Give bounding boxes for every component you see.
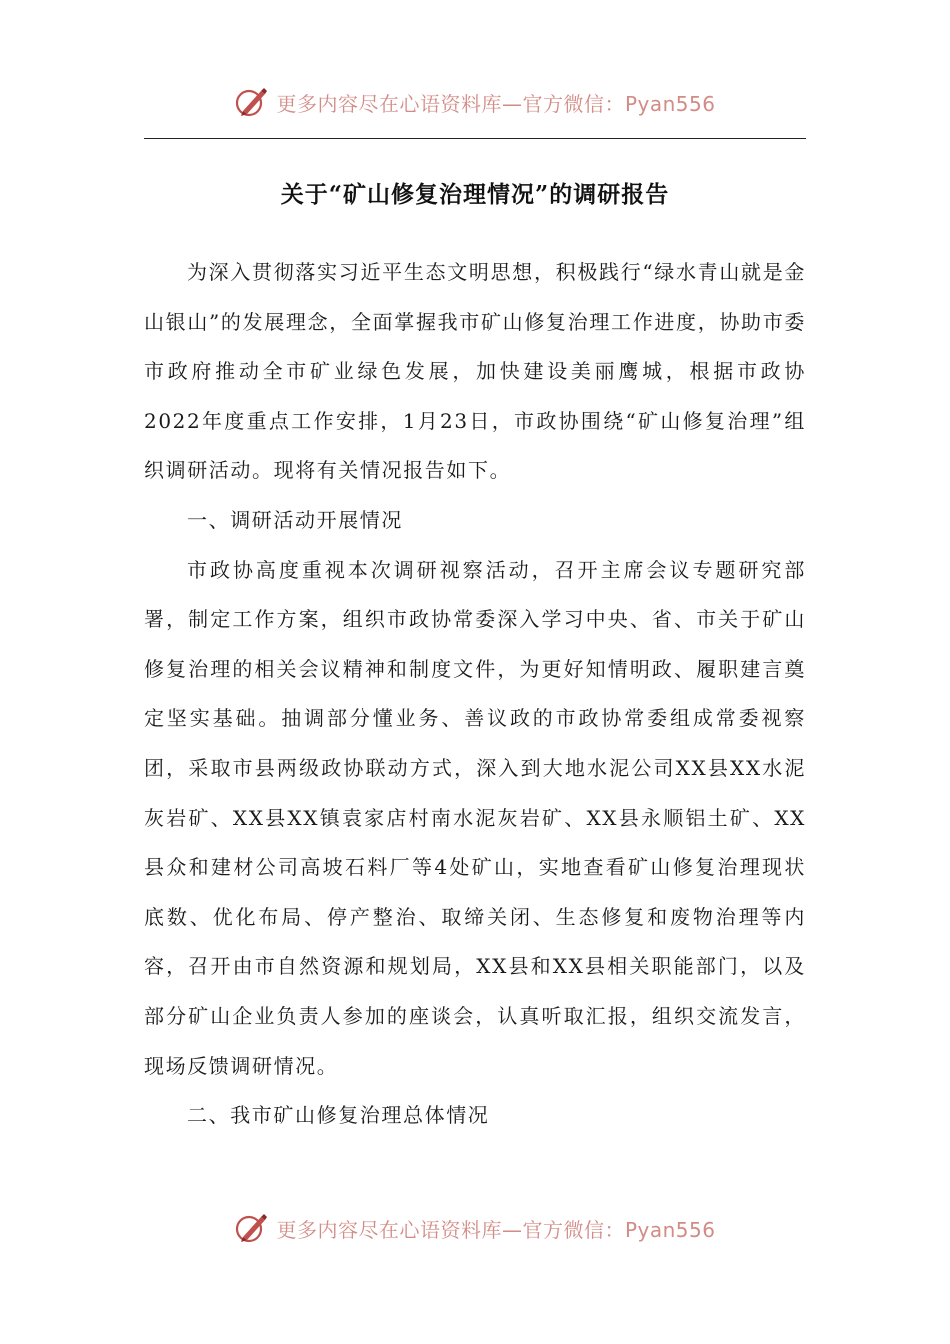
- footer-banner-text: 更多内容尽在心语资料库—官方微信：Pyan556: [276, 1217, 716, 1242]
- paragraph-activities: 市政协高度重视本次调研视察活动，召开主席会议专题研究部署，制定工作方案，组织市政协常委深入学习中央、省、市关于矿山修复治理的相关会议精神和制度文件，为更好知情明政、履职建言奠定坚实基础。抽调部分懂业务、善议政的市政协常委组成常委视察团，采取市县两级政协联动方式，深入到大地水泥公司XX县XX水泥灰岩矿、XX县XX镇袁家店村南水泥灰岩矿、XX县永顺铝土矿、XX县众和建材公司高坡石料厂等4处矿山，实地查看矿山修复治理现状底数、优化布局、停产整治、取缔关闭、生态修复和废物治理等内容，召开由市自然资源和规划局，XX县和XX县相关职能部门，以及部分矿山企业负责人参加的座谈会，认真听取汇报，组织交流发言，现场反馈调研情况。: [144, 557, 806, 1078]
- header-banner-text: 更多内容尽在心语资料库—官方微信：Pyan556: [276, 91, 716, 116]
- document-body: [144, 248, 806, 1141]
- pen-logo-icon: [234, 84, 270, 120]
- section-heading-2: 二、我市矿山修复治理总体情况: [187, 1103, 490, 1128]
- header-divider: [144, 138, 806, 139]
- pen-logo-icon: [234, 1210, 270, 1246]
- header-banner: [0, 82, 950, 122]
- document-title: 关于“矿山修复治理情况”的调研报告: [280, 181, 670, 208]
- footer-banner: [0, 1208, 950, 1248]
- section-heading-1: 一、调研活动开展情况: [187, 507, 403, 532]
- paragraph-intro: 为深入贯彻落实习近平生态文明思想，积极践行“绿水青山就是金山银山”的发展理念，全面掌握我市矿山修复治理工作进度，协助市委市政府推动全市矿业绿色发展，加快建设美丽鹰城，根据市政协2022年度重点工作安排，1月23日，市政协围绕“矿山修复治理”组织调研活动。现将有关情况报告如下。: [144, 260, 806, 483]
